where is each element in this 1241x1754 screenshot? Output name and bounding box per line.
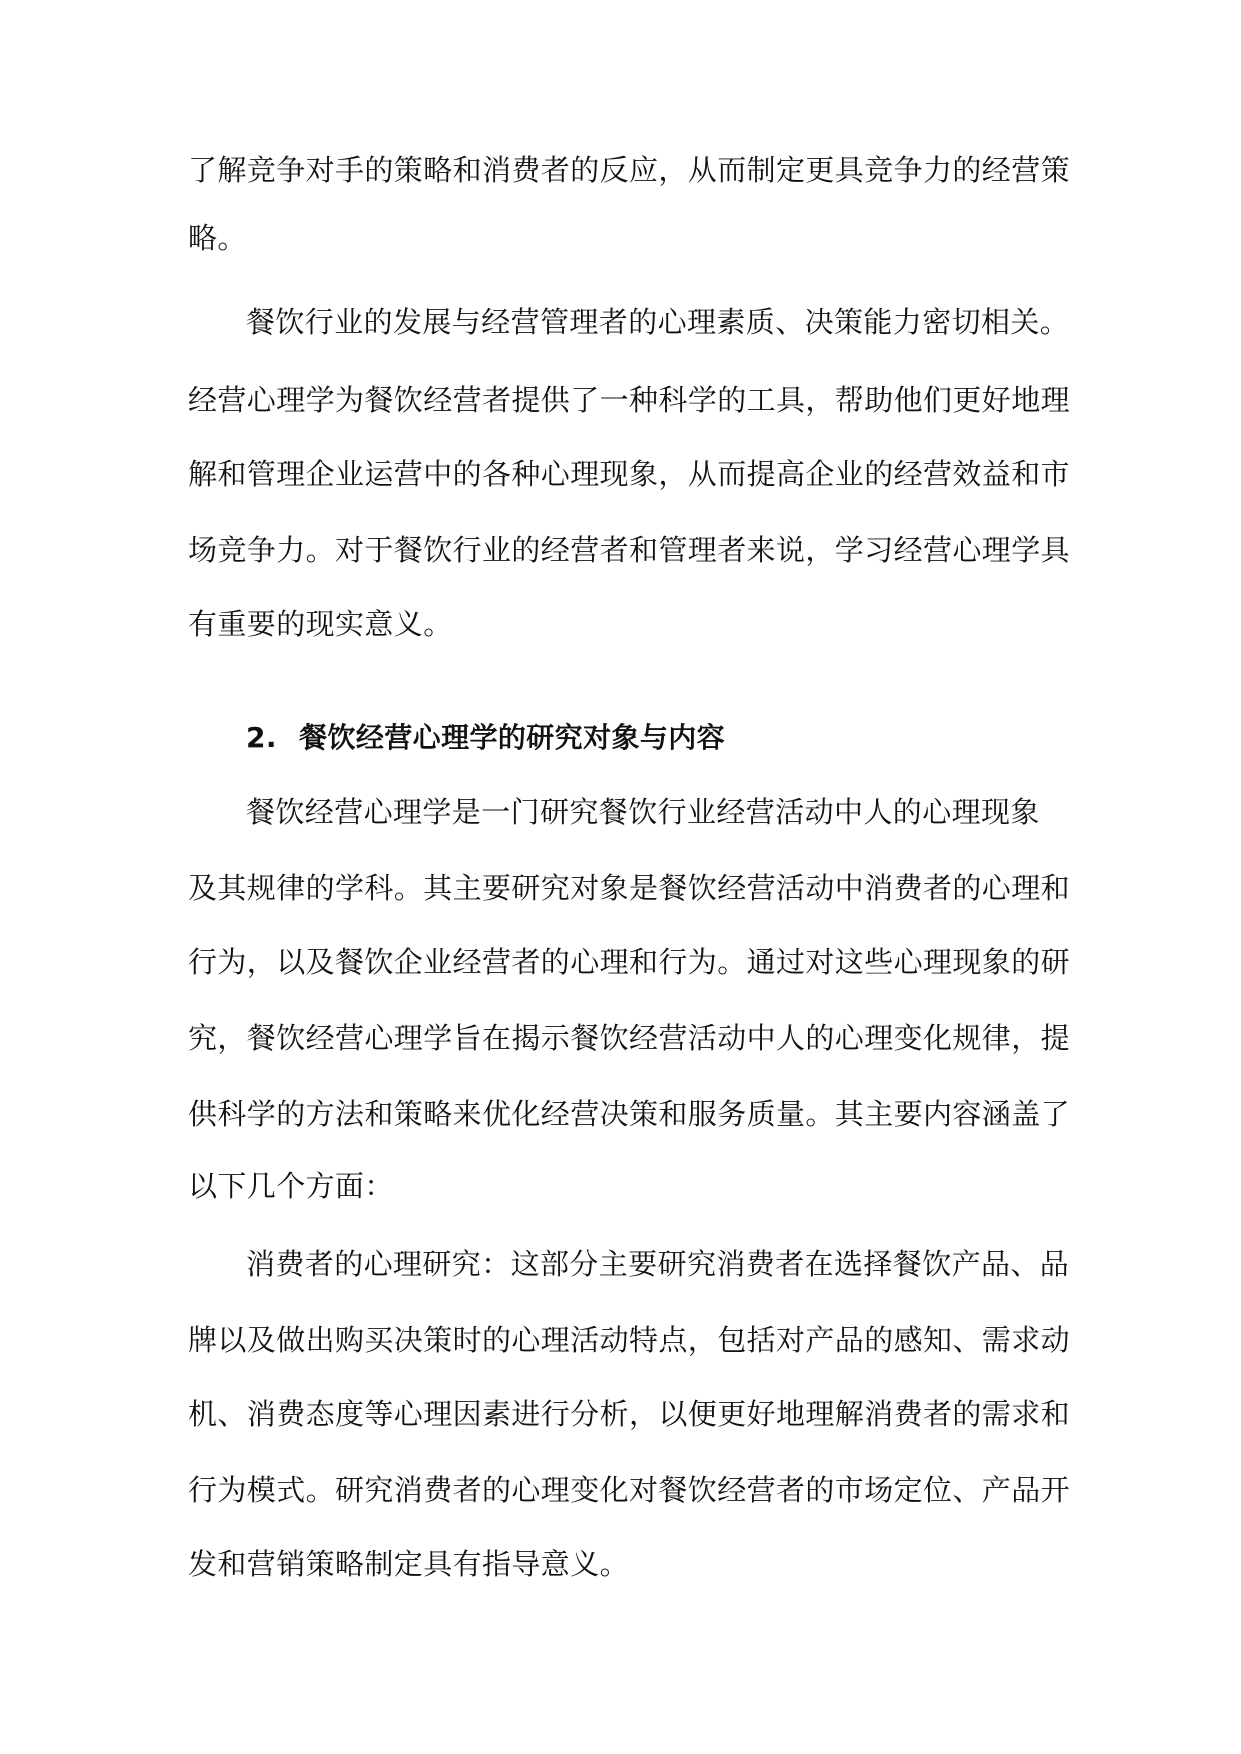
text-line: 发和营销策略制定具有指导意义。 — [188, 1547, 630, 1581]
text-line: 供科学的方法和策略来优化经营决策和服务质量。其主要内容涵盖了 — [188, 1097, 1071, 1131]
section-title: 餐饮经营心理学的研究对象与内容 — [299, 721, 726, 754]
text-line: 餐饮经营心理学是一门研究餐饮行业经营活动中人的心理现象 — [246, 795, 1040, 829]
section-number: 2. — [246, 721, 277, 754]
text-line: 行为模式。研究消费者的心理变化对餐饮经营者的市场定位、产品开 — [188, 1473, 1071, 1507]
text-line: 了解竞争对手的策略和消费者的反应，从而制定更具竞争力的经营策 — [188, 153, 1071, 187]
text-line: 有重要的现实意义。 — [188, 607, 453, 641]
text-line: 消费者的心理研究：这部分主要研究消费者在选择餐饮产品、品 — [246, 1247, 1070, 1281]
text-line: 经营心理学为餐饮经营者提供了一种科学的工具，帮助他们更好地理 — [188, 383, 1071, 417]
text-line: 机、消费态度等心理因素进行分析，以便更好地理解消费者的需求和 — [188, 1397, 1071, 1431]
text-line: 略。 — [188, 221, 247, 255]
text-line: 及其规律的学科。其主要研究对象是餐饮经营活动中消费者的心理和 — [188, 871, 1071, 905]
section-heading — [246, 718, 725, 758]
text-line: 场竞争力。对于餐饮行业的经营者和管理者来说，学习经营心理学具 — [188, 533, 1071, 567]
text-line: 解和管理企业运营中的各种心理现象，从而提高企业的经营效益和市 — [188, 457, 1071, 491]
text-line: 究，餐饮经营心理学旨在揭示餐饮经营活动中人的心理变化规律，提 — [188, 1021, 1071, 1055]
text-line: 以下几个方面： — [188, 1169, 394, 1203]
text-line: 行为，以及餐饮企业经营者的心理和行为。通过对这些心理现象的研 — [188, 945, 1071, 979]
text-line: 牌以及做出购买决策时的心理活动特点，包括对产品的感知、需求动 — [188, 1323, 1071, 1357]
text-line: 餐饮行业的发展与经营管理者的心理素质、决策能力密切相关。 — [246, 305, 1070, 339]
